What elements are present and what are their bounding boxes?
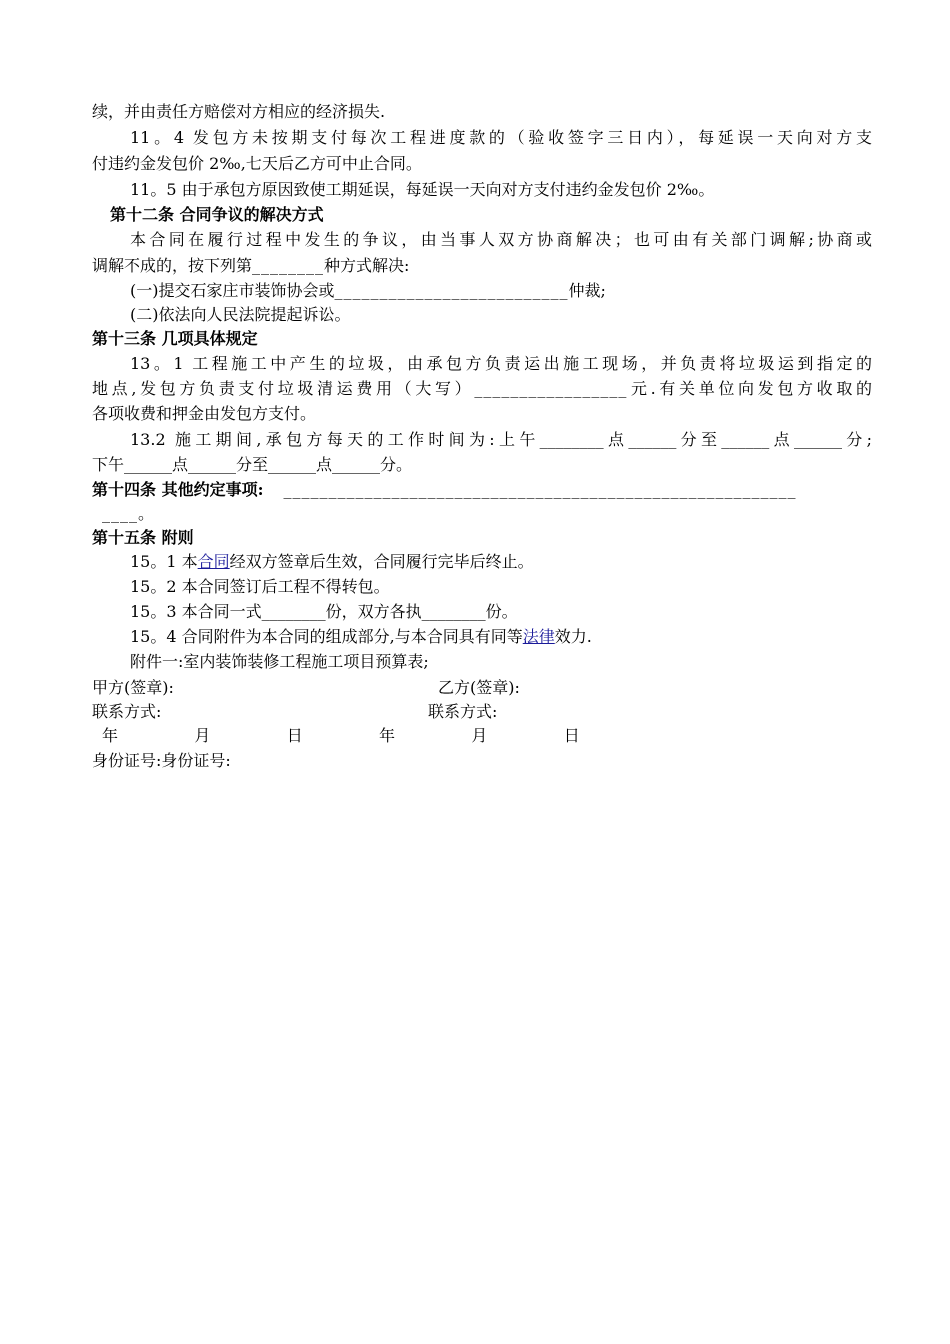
heading-article-15: [92, 526, 872, 550]
heading-text: 第十二条 合同争议的解决方式: [110, 205, 324, 224]
clause-11-5: [130, 178, 872, 202]
clause-13-1-cont: [92, 377, 872, 401]
article-12-option-1: [130, 279, 872, 303]
article-12-option-2: [130, 303, 872, 327]
clause-11-4-cont: [92, 152, 872, 176]
text: 各项收费和押金由发包方支付。: [92, 404, 317, 423]
article-12-para-cont: [92, 254, 872, 278]
text: 种方式解决:: [324, 256, 410, 275]
heading-text: 第十四条 其他约定事项:: [92, 480, 264, 499]
clause-13-1-cont2: [92, 402, 872, 426]
heading-article-13: [92, 327, 872, 351]
text: 甲方(签章):: [92, 678, 174, 697]
clause-15-1: [130, 550, 872, 574]
text: 仲裁;: [568, 281, 606, 300]
text: 下午______点______分至______点______分。: [92, 455, 413, 474]
clause-15-2: [130, 575, 872, 599]
text: 调解不成的，按下列第: [92, 256, 253, 275]
fill-blank: ____。: [102, 504, 156, 523]
contract-link[interactable]: 合同: [197, 552, 230, 571]
text: 联系方式:: [428, 702, 498, 721]
text: 15。1 本: [130, 552, 198, 571]
clause-13-2: [130, 428, 872, 452]
text: 乙方(签章):: [438, 678, 520, 697]
text: 13。1 工程施工中产生的垃圾，由承包方负责运出施工现场，并负责将垃圾运到指定的: [130, 354, 872, 373]
heading-article-12: [110, 203, 872, 227]
heading-text: 第十五条 附则: [92, 528, 194, 547]
text: 15。2 本合同签订后工程不得转包。: [130, 577, 390, 596]
law-link[interactable]: 法律: [522, 627, 555, 646]
id-number-line: [92, 749, 872, 773]
date-line: [102, 724, 882, 748]
text: (二)依法向人民法院提起诉讼。: [130, 305, 351, 324]
text: 地点,发包方负责支付垃圾清运费用（大写）: [92, 379, 475, 398]
annex-line: [130, 650, 872, 674]
text: 13.2 施工期间,承包方每天的工作时间为:上午________点______分至______点______分;: [130, 430, 872, 449]
text: 15。3 本合同一式________份，双方各执________份。: [130, 602, 518, 621]
text: 经双方签章后生效，合同履行完毕后终止。: [229, 552, 534, 571]
text: 元.有关单位向发包方收取的: [627, 379, 872, 398]
paragraph-line: [92, 100, 872, 124]
text: 付违约金发包价 2‰,七天后乙方可中止合同。: [92, 154, 422, 173]
text: 11。4 发包方未按期支付每次工程进度款的（验收签字三日内），每延误一天向对方支: [130, 128, 872, 147]
fill-blank: __________________________: [334, 281, 569, 300]
text: 年 月 日 年 月 日: [102, 726, 580, 745]
text: 11。5 由于承包方原因致使工期延误，每延误一天向对方支付违约金发包价 2‰。: [130, 180, 715, 199]
text: 续，并由责任方赔偿对方相应的经济损失.: [92, 102, 386, 121]
article-14-cont: [102, 502, 882, 526]
article-12-para: [130, 228, 872, 252]
fill-blank: _________________: [474, 379, 628, 398]
text: 15。4 合同附件为本合同的组成部分,与本合同具有同等: [130, 627, 523, 646]
clause-13-2-cont: [92, 453, 872, 477]
fill-blank: ________: [252, 256, 325, 275]
party-b-contact: [428, 700, 497, 724]
heading-text: 第十三条 几项具体规定: [92, 329, 258, 348]
text: 效力.: [554, 627, 592, 646]
text: 身份证号:身份证号:: [92, 751, 231, 770]
heading-article-14: [92, 478, 872, 502]
text: 联系方式:: [92, 702, 162, 721]
text: (一)提交石家庄市装饰协会或: [130, 281, 335, 300]
fill-blank: _________________________________________________________: [283, 480, 797, 499]
clause-15-3: [130, 600, 872, 624]
text: 本合同在履行过程中发生的争议，由当事人双方协商解决；也可由有关部门调解;协商或: [130, 230, 872, 249]
clause-15-4: [130, 625, 872, 649]
text: 附件一:室内装饰装修工程施工项目预算表;: [130, 652, 429, 671]
party-b-signature: [438, 676, 520, 700]
clause-11-4: [130, 126, 872, 150]
clause-13-1: [130, 352, 872, 376]
